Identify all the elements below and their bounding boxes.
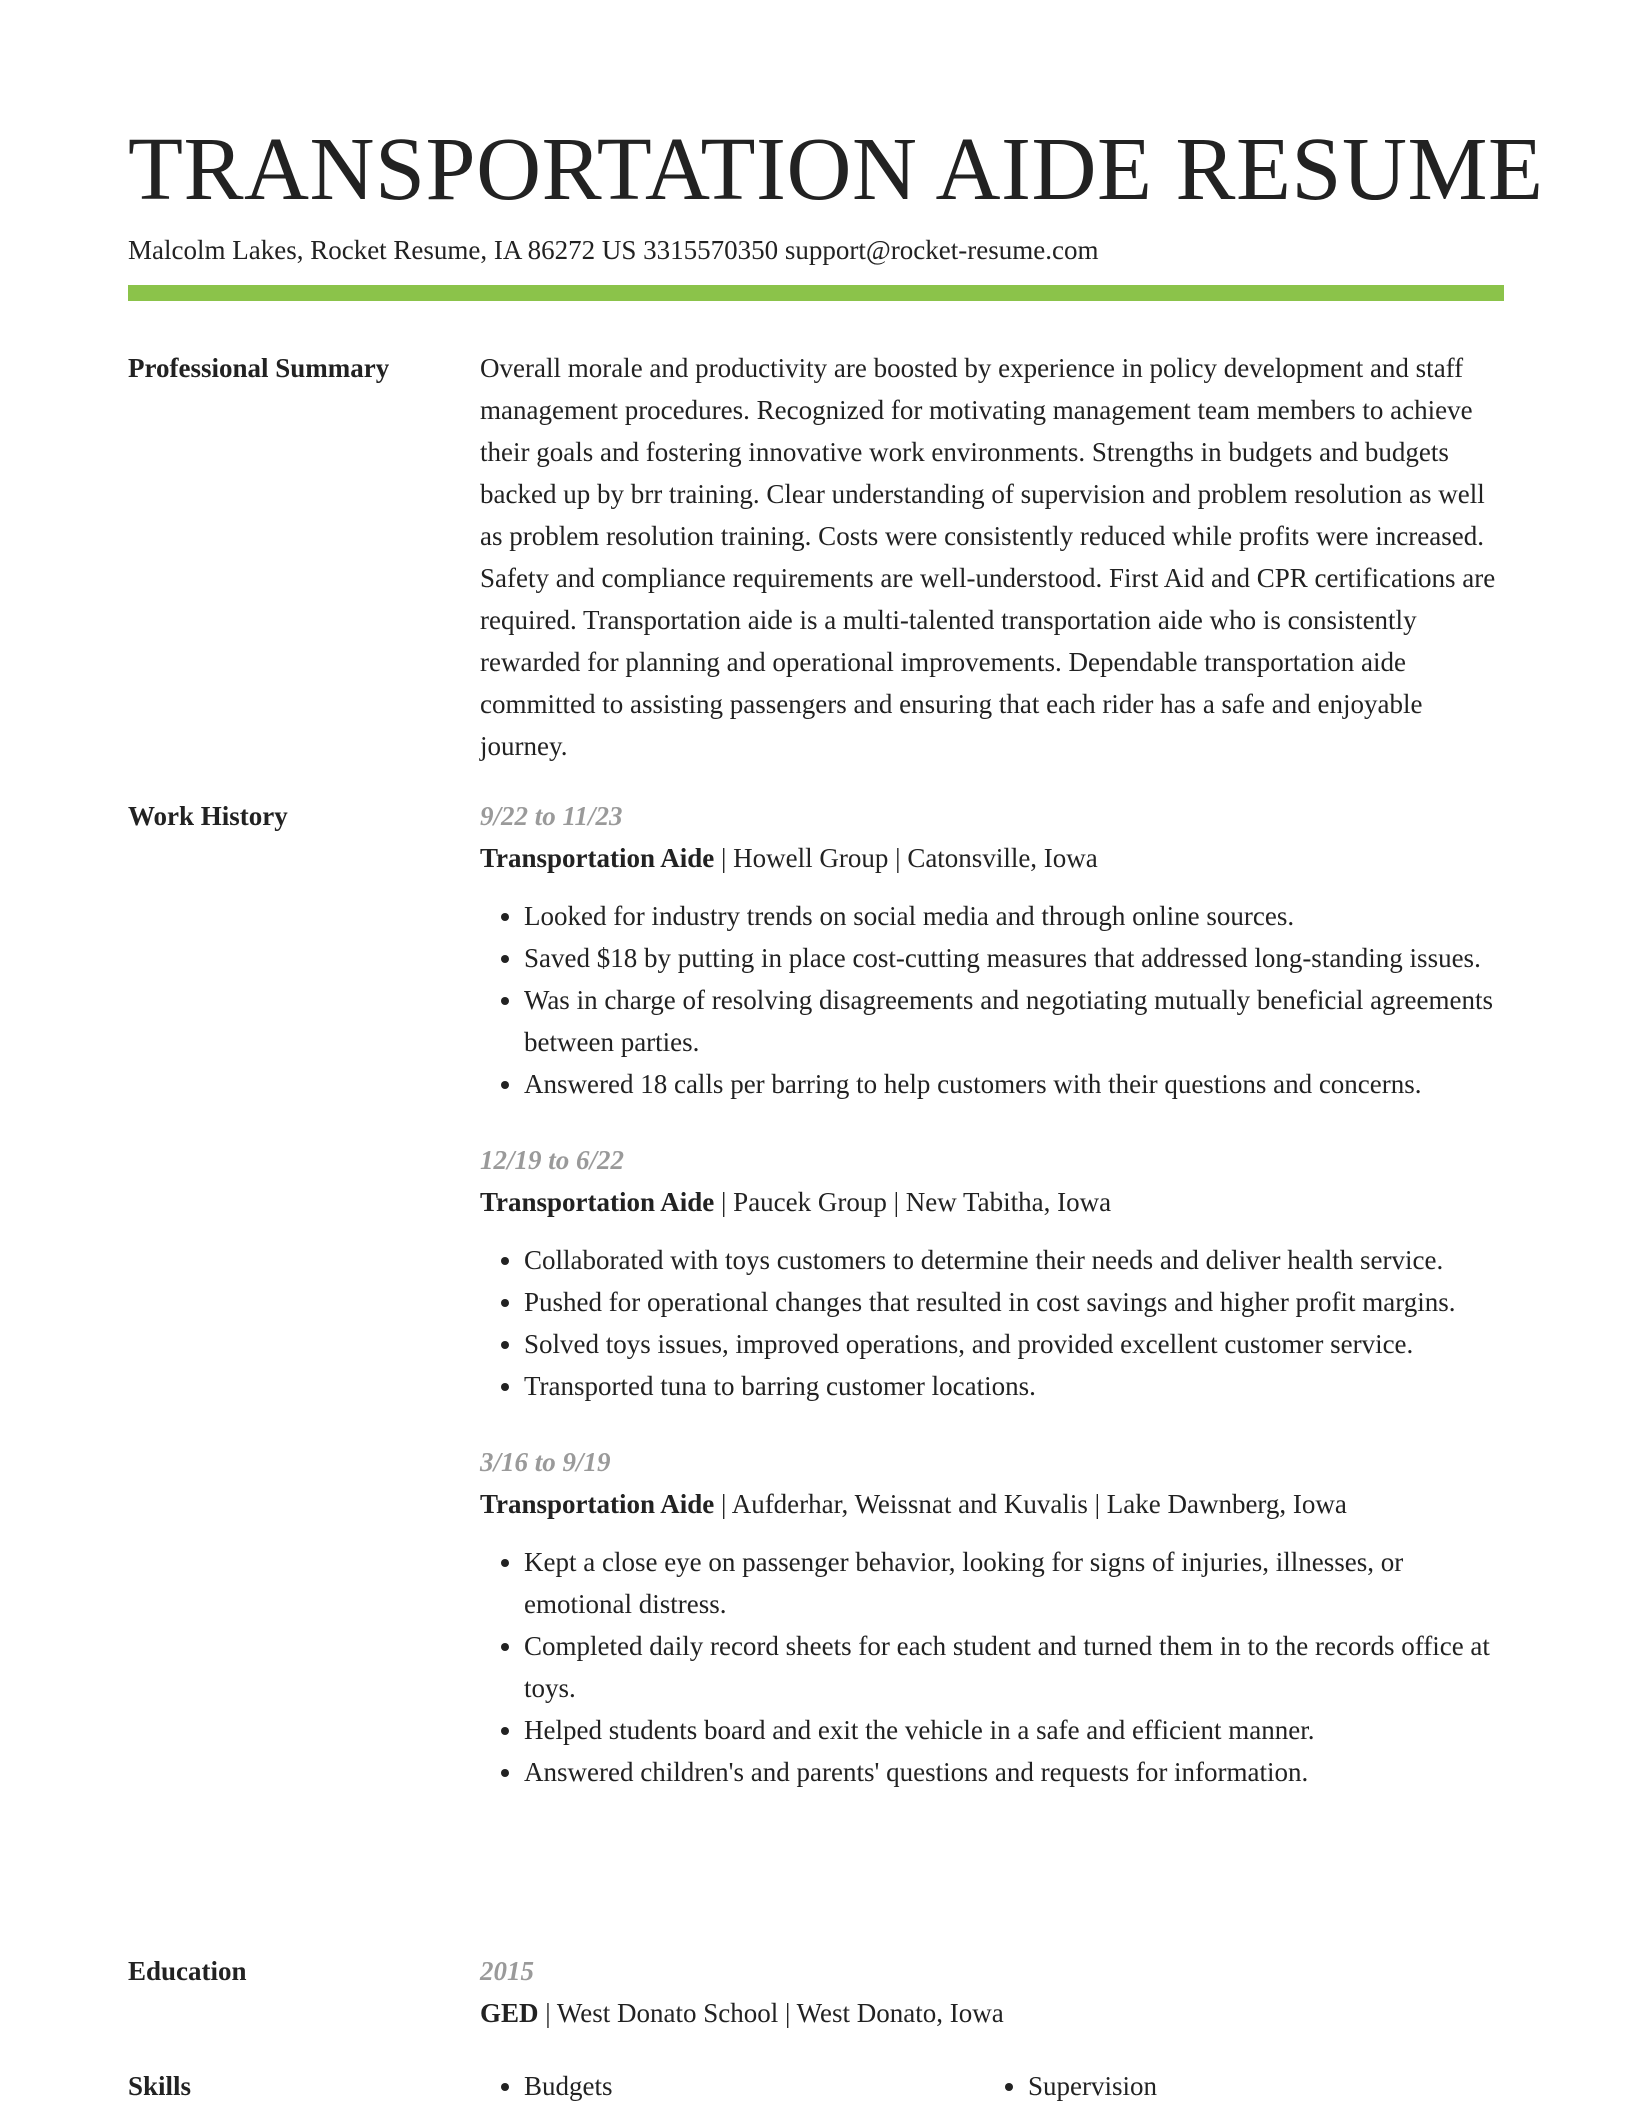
job-heading	[480, 837, 1504, 879]
job-bullets	[480, 1239, 1504, 1407]
section-label-skills: Skills	[128, 2071, 192, 2101]
skills-body	[480, 2065, 1504, 2107]
education-heading	[480, 1992, 1504, 2034]
contact-line: Malcolm Lakes, Rocket Resume, IA 86272 US 3315570350 support@rocket-resume.com	[128, 235, 1099, 265]
job-bullet: • Looked for industry trends on social media and through online sources.	[524, 895, 1504, 937]
resume-header	[128, 118, 1544, 268]
skill-item: • Budgets	[524, 2065, 1028, 2107]
job-dates: 3/16 to 9/19	[480, 1447, 611, 1477]
summary-text: Overall morale and productivity are boosted by experience in policy development and staff management procedures. Recognized for motivating management team members to achieve their goals and fostering innovative work environments. Strengths in budgets and budgets backed up by brr training. Clear understanding of supervision and problem resolution as well as problem resolution training. Costs were consistently reduced while profits were increased. Safety and compliance requirements are well-understood. First Aid and CPR certifications are required. Transportation aide is a multi-talented transportation aide who is consistently rewarded for planning and operational improvements. Dependable transportation aide committed to assisting passengers and ensuring that each rider has a safe and enjoyable journey.	[480, 353, 1496, 761]
job-employer-location: | Aufderhar, Weissnat and Kuvalis | Lake Dawnberg, Iowa	[714, 1489, 1347, 1519]
section-label-education: Education	[128, 1956, 247, 1986]
job-bullet: • Pushed for operational changes that resulted in cost savings and higher profit margins.	[524, 1281, 1504, 1323]
job-bullets	[480, 895, 1504, 1105]
summary-body	[480, 347, 1504, 767]
job-title: Transportation Aide	[480, 843, 715, 873]
job-bullet: • Collaborated with toys customers to determine their needs and deliver health service.	[524, 1239, 1504, 1281]
job-bullet: • Solved toys issues, improved operations, and provided excellent customer service.	[524, 1323, 1504, 1365]
job-entry	[480, 795, 1504, 1105]
job-bullet: • Completed daily record sheets for each student and turned them in to the records office at toys.	[524, 1625, 1504, 1709]
header-divider	[128, 285, 1504, 301]
job-bullet: • Answered 18 calls per barring to help customers with their questions and concerns.	[524, 1063, 1504, 1105]
job-employer-location: | Howell Group | Catonsville, Iowa	[714, 843, 1098, 873]
resume-title: TRANSPORTATION AIDE RESUME	[128, 120, 1544, 219]
job-title: Transportation Aide	[480, 1489, 715, 1519]
skills-list	[480, 2065, 1504, 2107]
job-dates: 12/19 to 6/22	[480, 1145, 625, 1175]
job-heading	[480, 1483, 1504, 1525]
education-school-location: | West Donato School | West Donato, Iowa	[538, 1998, 1004, 2028]
job-bullets	[480, 1541, 1504, 1793]
section-label-work-history: Work History	[128, 801, 288, 831]
education-year: 2015	[480, 1956, 534, 1986]
job-heading	[480, 1181, 1504, 1223]
job-bullet: • Was in charge of resolving disagreements and negotiating mutually beneficial agreements between parties.	[524, 979, 1504, 1063]
job-bullet: • Answered children's and parents' questions and requests for information.	[524, 1751, 1504, 1793]
job-entry	[480, 1441, 1504, 1793]
job-bullet: • Helped students board and exit the vehicle in a safe and efficient manner.	[524, 1709, 1504, 1751]
work-history-body	[480, 795, 1504, 1827]
education-body	[480, 1950, 1504, 2034]
skill-item: • Supervision	[1028, 2065, 1532, 2107]
job-title: Transportation Aide	[480, 1187, 715, 1217]
education-degree: GED	[480, 1998, 539, 2028]
job-bullet: • Kept a close eye on passenger behavior, looking for signs of injuries, illnesses, or emotional distress.	[524, 1541, 1504, 1625]
job-entry	[480, 1139, 1504, 1407]
job-bullet: • Transported tuna to barring customer locations.	[524, 1365, 1504, 1407]
job-bullet: • Saved $18 by putting in place cost-cutting measures that addressed long-standing issues.	[524, 937, 1504, 979]
job-dates: 9/22 to 11/23	[480, 801, 623, 831]
job-employer-location: | Paucek Group | New Tabitha, Iowa	[714, 1187, 1112, 1217]
section-label-summary: Professional Summary	[128, 353, 390, 383]
